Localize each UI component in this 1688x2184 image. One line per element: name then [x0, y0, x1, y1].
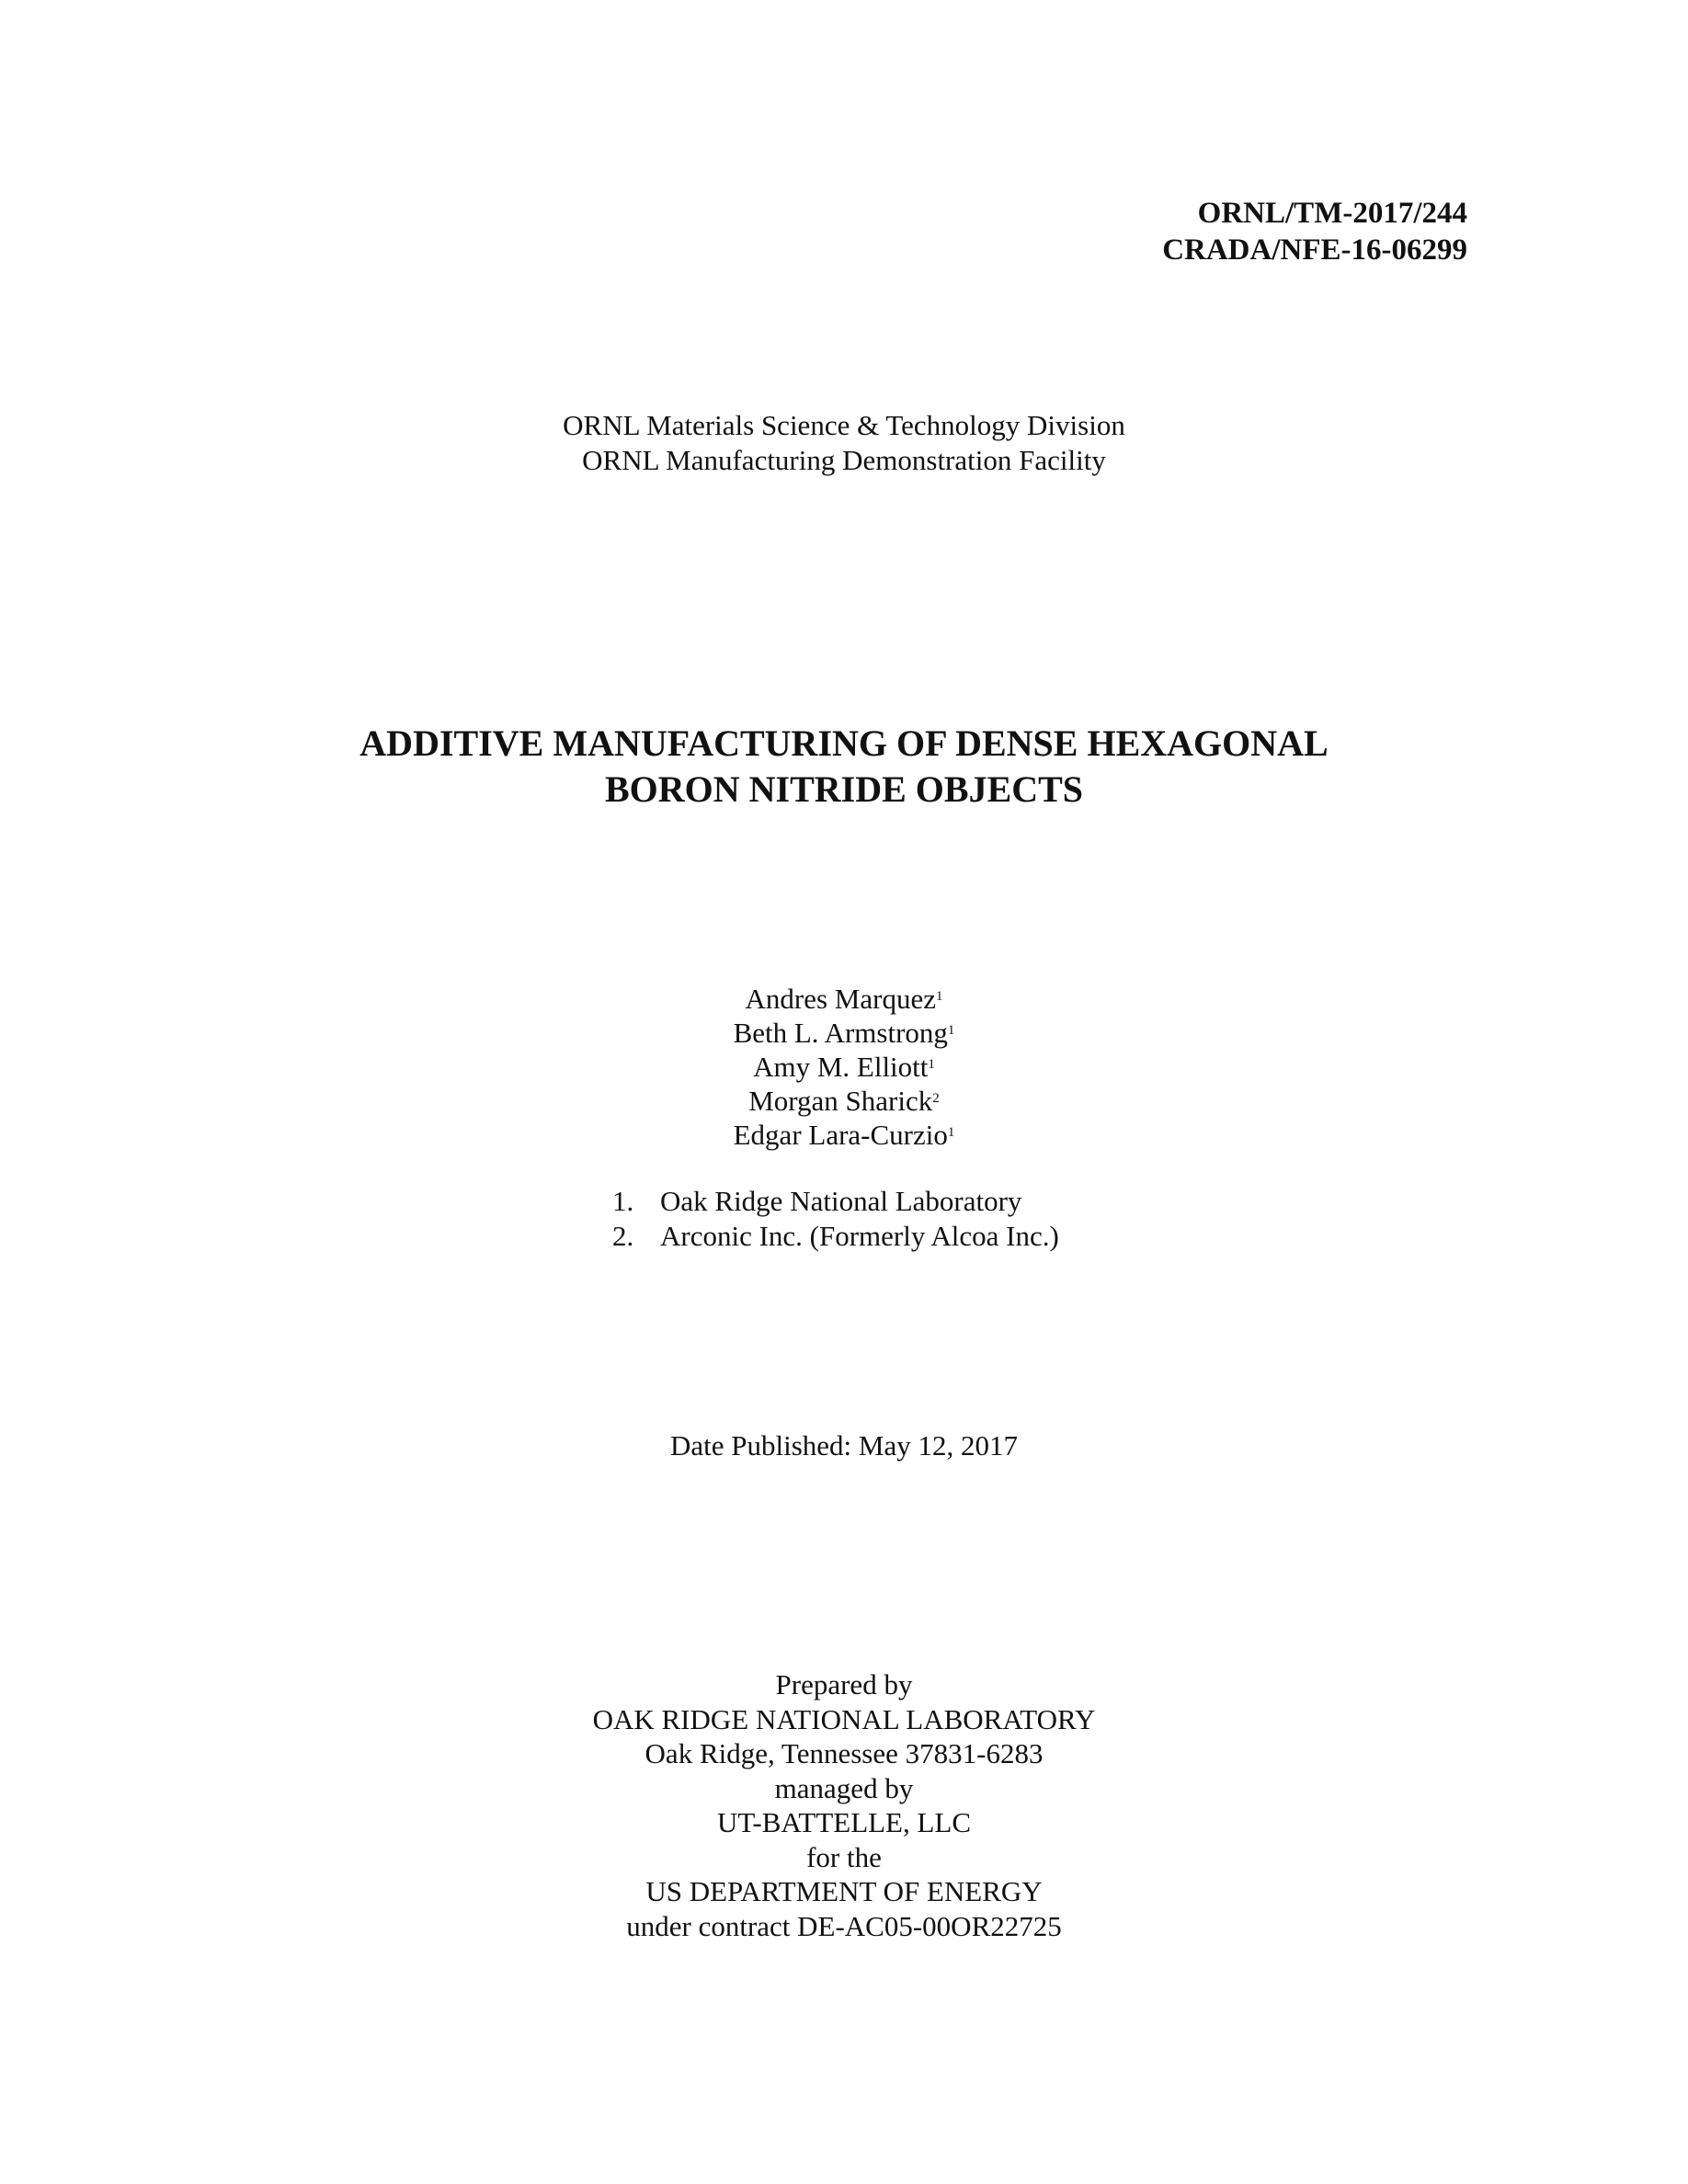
prepared-by-line: for the — [806, 1840, 882, 1873]
author-name: Edgar Lara-Curzio — [733, 1119, 948, 1151]
prepared-by-line: managed by — [774, 1771, 914, 1804]
report-ids — [1162, 195, 1467, 268]
affiliation-number: 2. — [612, 1220, 634, 1252]
author — [0, 982, 1688, 1016]
author — [0, 1084, 1688, 1118]
author-affiliation-marker: 1 — [928, 1057, 935, 1072]
prepared-by-line: Oak Ridge, Tennessee 37831-6283 — [644, 1737, 1044, 1769]
author-list — [0, 982, 1688, 1152]
author — [0, 1016, 1688, 1050]
author-name: Beth L. Armstrong — [733, 1017, 948, 1049]
prepared-by-block — [0, 1667, 1688, 1943]
prepared-by-line: Prepared by — [775, 1668, 913, 1701]
author-affiliation-marker: 1 — [947, 1125, 955, 1140]
affiliation-item — [612, 1184, 1059, 1219]
author — [0, 1118, 1688, 1152]
prepared-by-line: OAK RIDGE NATIONAL LABORATORY — [592, 1702, 1096, 1735]
affiliation-name: Arconic Inc. (Formerly Alcoa Inc.) — [660, 1220, 1059, 1252]
crada-number: CRADA/NFE-16-06299 — [1162, 233, 1467, 267]
author-name: Andres Marquez — [745, 983, 936, 1015]
prepared-by-line: under contract DE-AC05-00OR22725 — [626, 1909, 1062, 1942]
affiliation-number: 1. — [612, 1185, 634, 1217]
title-line: ADDITIVE MANUFACTURING OF DENSE HEXAGONAL — [359, 722, 1329, 764]
prepared-by-line: US DEPARTMENT OF ENERGY — [645, 1875, 1043, 1907]
prepared-by-line: UT-BATTELLE, LLC — [716, 1806, 972, 1838]
division-line: ORNL Manufacturing Demonstration Facility — [582, 444, 1106, 476]
affiliation-item — [612, 1219, 1059, 1254]
author-name: Morgan Sharick — [748, 1085, 933, 1117]
author-affiliation-marker: 1 — [947, 1023, 955, 1038]
division-line: ORNL Materials Science & Technology Division — [563, 409, 1125, 441]
divisions — [0, 408, 1688, 478]
author — [0, 1050, 1688, 1084]
date-published: Date Published: May 12, 2017 — [670, 1429, 1018, 1462]
affiliation-name: Oak Ridge National Laboratory — [660, 1185, 1022, 1217]
affiliation-list — [612, 1184, 1059, 1254]
title-line: BORON NITRIDE OBJECTS — [604, 768, 1084, 810]
author-affiliation-marker: 1 — [935, 989, 943, 1004]
page-title — [0, 721, 1688, 813]
author-affiliation-marker: 2 — [932, 1091, 940, 1106]
author-name: Amy M. Elliott — [753, 1051, 929, 1083]
report-number: ORNL/TM-2017/244 — [1197, 197, 1467, 230]
